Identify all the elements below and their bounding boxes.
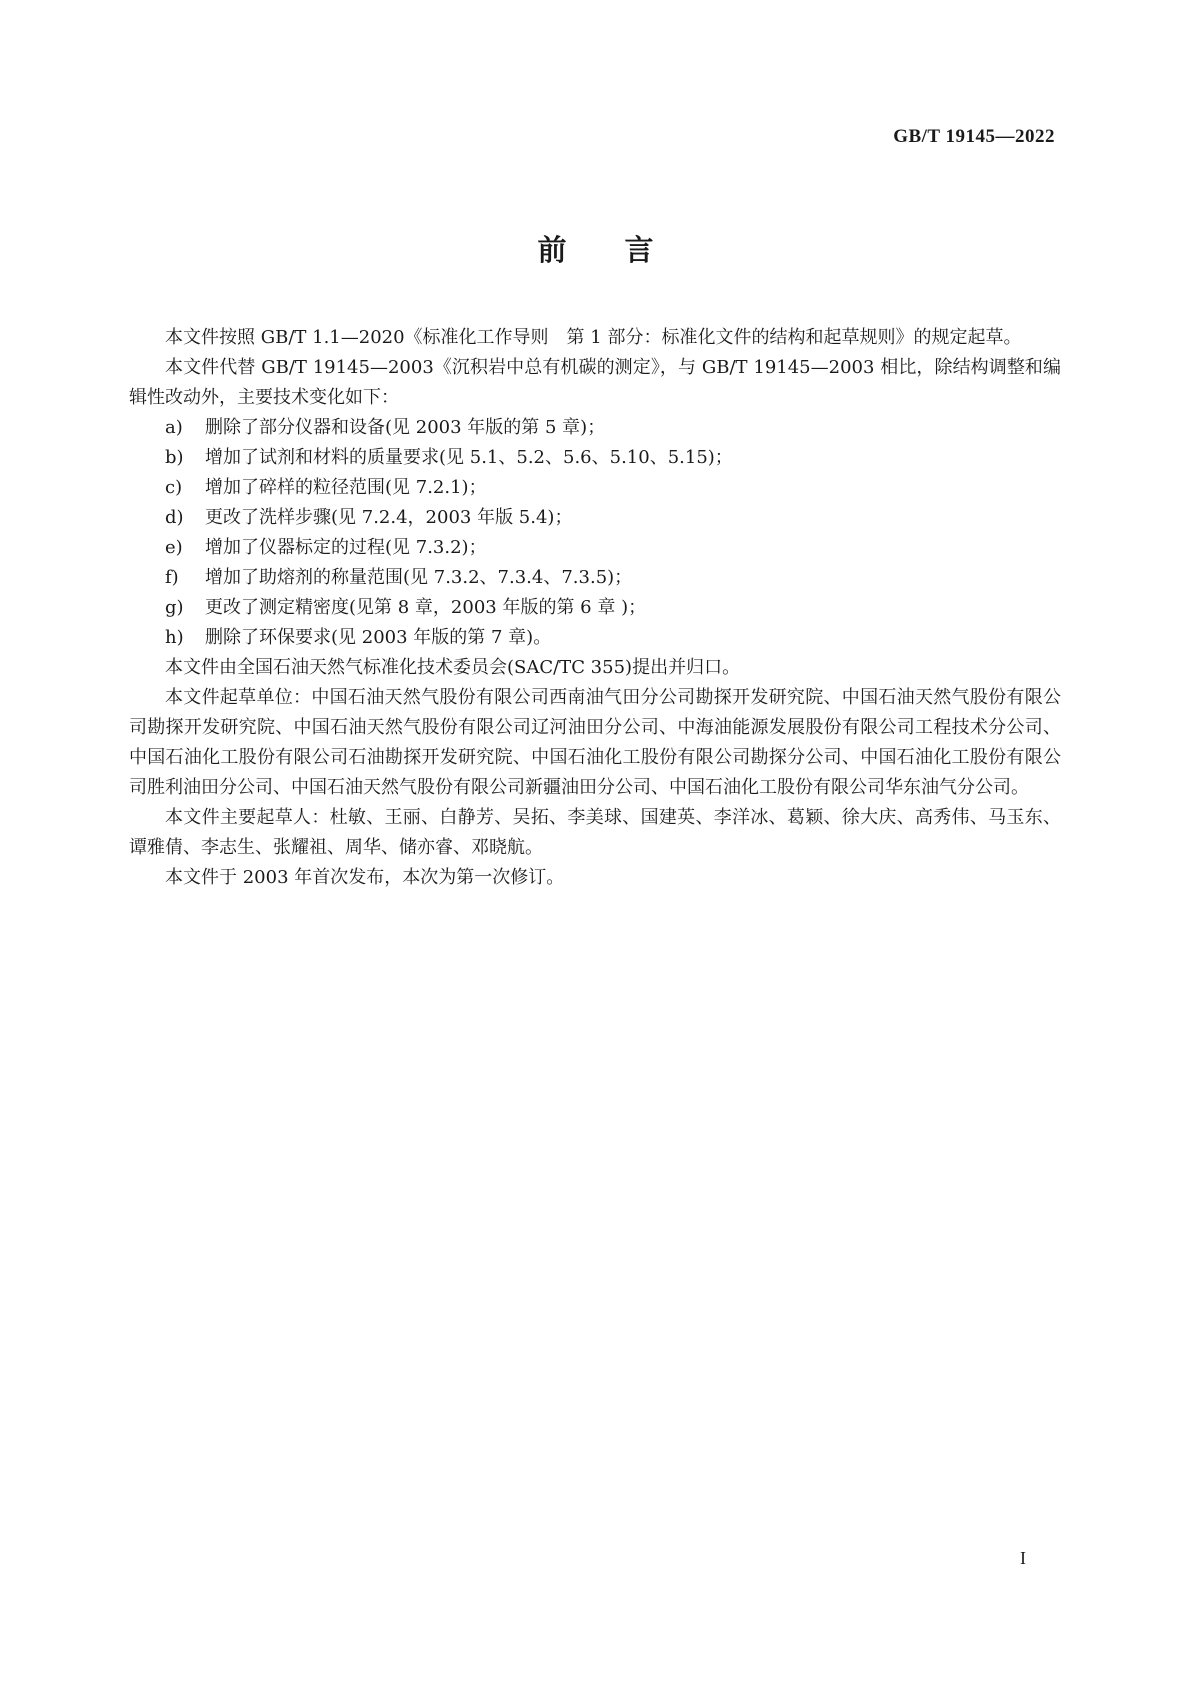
list-item	[129, 413, 1061, 443]
list-item	[129, 623, 1061, 653]
list-item-text: 增加了试剂和材料的质量要求(见 5.1、5.2、5.6、5.10、5.15)；	[205, 447, 733, 468]
page-title: 前言	[537, 233, 712, 267]
list-marker: d)	[165, 507, 184, 528]
paragraph-drafters: 本文件主要起草人：杜敏、王丽、白静芳、吴拓、李美球、国建英、李洋冰、葛颖、徐大庆、高秀伟、马玉东、谭雅倩、李志生、张耀祖、周华、储亦睿、邓晓航。	[129, 807, 1061, 858]
list-item-text: 增加了碎样的粒径范围(见 7.2.1)；	[205, 477, 487, 498]
list-item	[129, 443, 1061, 473]
changes-list	[129, 413, 1061, 653]
list-item	[129, 473, 1061, 503]
list-marker: g)	[165, 597, 184, 618]
paragraph-drafting-rules: 本文件按照 GB/T 1.1—2020《标准化工作导则 第 1 部分：标准化文件的结构和起草规则》的规定起草。	[165, 327, 1022, 348]
paragraph-drafting-units: 本文件起草单位：中国石油天然气股份有限公司西南油气田分公司勘探开发研究院、中国石油天然气股份有限公司勘探开发研究院、中国石油天然气股份有限公司辽河油田分公司、中海油能源发展股份有限公司工程技术分公司、中国石油化工股份有限公司石油勘探开发研究院、中国石油化工股份有限公司勘探分公司、中国石油化工股份有限公司胜利油田分公司、中国石油天然气股份有限公司新疆油田分公司、中国石油化工股份有限公司华东油气分公司。	[129, 687, 1061, 798]
list-item-text: 更改了洗样步骤(见 7.2.4，2003 年版 5.4)；	[205, 507, 573, 528]
list-marker: b)	[165, 447, 184, 468]
list-marker: e)	[165, 537, 183, 558]
paragraph-replacement-note: 本文件代替 GB/T 19145—2003《沉积岩中总有机碳的测定》，与 GB/T 19145—2003 相比，除结构调整和编辑性改动外，主要技术变化如下：	[129, 357, 1061, 408]
paragraph-committee: 本文件由全国石油天然气标准化技术委员会(SAC/TC 355)提出并归口。	[165, 657, 741, 678]
paragraph-revision-history: 本文件于 2003 年首次发布，本次为第一次修订。	[165, 867, 565, 888]
list-item	[129, 593, 1061, 623]
page-number: I	[1020, 1548, 1026, 1568]
list-item-text: 删除了部分仪器和设备(见 2003 年版的第 5 章)；	[205, 417, 606, 438]
list-item-text: 删除了环保要求(见 2003 年版的第 7 章)。	[205, 627, 552, 648]
list-marker: f)	[165, 567, 179, 588]
list-marker: a)	[165, 417, 183, 438]
list-item-text: 增加了助熔剂的称量范围(见 7.3.2、7.3.4、7.3.5)；	[205, 567, 633, 588]
standard-number: GB/T 19145—2022	[893, 126, 1055, 147]
list-item-text: 更改了测定精密度(见第 8 章，2003 年版的第 6 章 )；	[205, 597, 647, 618]
preface-body	[129, 323, 1061, 893]
list-marker: h)	[165, 627, 184, 648]
list-item	[129, 533, 1061, 563]
list-item	[129, 503, 1061, 533]
list-item	[129, 563, 1061, 593]
list-marker: c)	[165, 477, 183, 498]
list-item-text: 增加了仪器标定的过程(见 7.3.2)；	[205, 537, 487, 558]
